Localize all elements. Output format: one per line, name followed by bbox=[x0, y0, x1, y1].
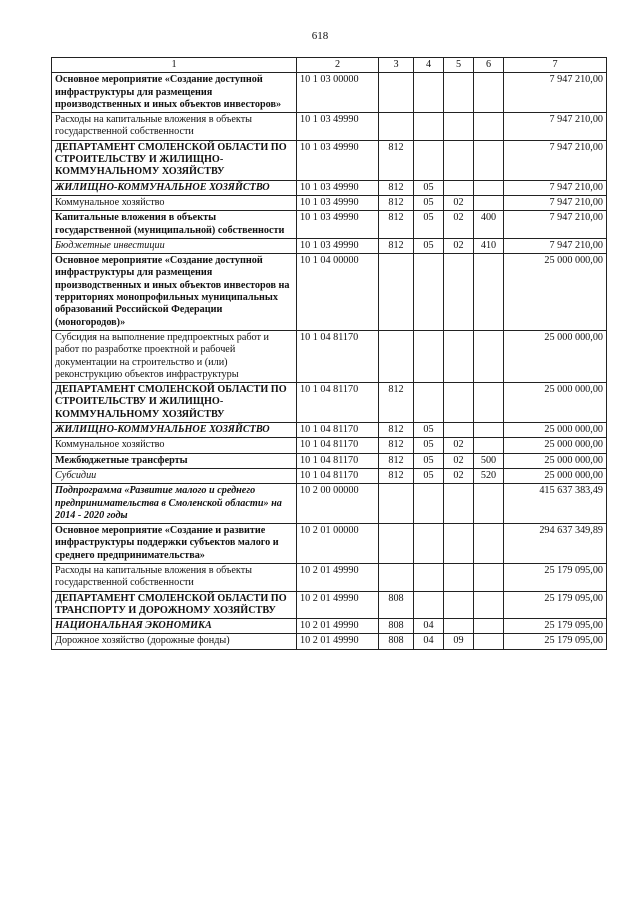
table-row bbox=[52, 468, 607, 483]
row-code: 10 2 01 00000 bbox=[297, 524, 379, 564]
row-col-5: 02 bbox=[444, 195, 474, 210]
row-code: 10 1 03 49990 bbox=[297, 238, 379, 253]
header-col-3: 3 bbox=[379, 58, 414, 73]
row-col-6 bbox=[474, 591, 504, 619]
row-col-4: 04 bbox=[414, 619, 444, 634]
table-row bbox=[52, 453, 607, 468]
row-col-4 bbox=[414, 330, 444, 382]
table-row bbox=[52, 591, 607, 619]
row-name: Расходы на капитальные вложения в объекты государственной собственности bbox=[52, 563, 297, 591]
row-col-3 bbox=[379, 563, 414, 591]
row-name: Бюджетные инвестиции bbox=[52, 238, 297, 253]
row-code: 10 2 01 49990 bbox=[297, 563, 379, 591]
row-col-5: 02 bbox=[444, 438, 474, 453]
row-name: ЖИЛИЩНО-КОММУНАЛЬНОЕ ХОЗЯЙСТВО bbox=[52, 423, 297, 438]
row-code: 10 2 01 49990 bbox=[297, 591, 379, 619]
row-col-3: 812 bbox=[379, 453, 414, 468]
row-col-3: 808 bbox=[379, 634, 414, 649]
row-code: 10 2 00 00000 bbox=[297, 484, 379, 524]
row-col-5 bbox=[444, 524, 474, 564]
row-code: 10 1 03 49990 bbox=[297, 140, 379, 180]
row-col-3: 812 bbox=[379, 180, 414, 195]
row-col-5 bbox=[444, 383, 474, 423]
row-col-3: 812 bbox=[379, 140, 414, 180]
row-col-5: 02 bbox=[444, 238, 474, 253]
row-sum: 294 637 349,89 bbox=[504, 524, 607, 564]
row-name: Основное мероприятие «Создание и развитие инфраструктуры поддержки субъектов малого и среднего предпринимательства» bbox=[52, 524, 297, 564]
row-col-5 bbox=[444, 113, 474, 141]
header-col-4: 4 bbox=[414, 58, 444, 73]
row-col-3: 812 bbox=[379, 195, 414, 210]
row-sum: 7 947 210,00 bbox=[504, 73, 607, 113]
row-name: Основное мероприятие «Создание доступной инфраструктуры для размещения производственных и иных объектов инвесторов» bbox=[52, 73, 297, 113]
row-sum: 7 947 210,00 bbox=[504, 140, 607, 180]
row-sum: 415 637 383,49 bbox=[504, 484, 607, 524]
row-col-6 bbox=[474, 563, 504, 591]
row-sum: 25 179 095,00 bbox=[504, 619, 607, 634]
row-col-5 bbox=[444, 140, 474, 180]
row-col-6 bbox=[474, 254, 504, 331]
row-col-4 bbox=[414, 113, 444, 141]
row-name: Субсидии bbox=[52, 468, 297, 483]
row-col-4 bbox=[414, 254, 444, 331]
table-row bbox=[52, 195, 607, 210]
row-code: 10 1 04 81170 bbox=[297, 438, 379, 453]
row-code: 10 1 04 81170 bbox=[297, 383, 379, 423]
row-col-3: 812 bbox=[379, 238, 414, 253]
row-code: 10 1 04 81170 bbox=[297, 453, 379, 468]
table-row bbox=[52, 254, 607, 331]
budget-table bbox=[51, 57, 607, 650]
row-sum: 7 947 210,00 bbox=[504, 113, 607, 141]
row-sum: 25 000 000,00 bbox=[504, 438, 607, 453]
table-row bbox=[52, 423, 607, 438]
row-col-4: 05 bbox=[414, 195, 444, 210]
row-col-4: 05 bbox=[414, 211, 444, 239]
row-sum: 25 179 095,00 bbox=[504, 591, 607, 619]
row-name: Коммунальное хозяйство bbox=[52, 195, 297, 210]
row-col-3 bbox=[379, 330, 414, 382]
row-col-4 bbox=[414, 563, 444, 591]
row-col-5 bbox=[444, 330, 474, 382]
row-name: НАЦИОНАЛЬНАЯ ЭКОНОМИКА bbox=[52, 619, 297, 634]
row-name: Дорожное хозяйство (дорожные фонды) bbox=[52, 634, 297, 649]
row-col-5 bbox=[444, 423, 474, 438]
row-name: Капитальные вложения в объекты государственной (муниципальной) собственности bbox=[52, 211, 297, 239]
table-row bbox=[52, 484, 607, 524]
row-col-4: 05 bbox=[414, 180, 444, 195]
table-row bbox=[52, 438, 607, 453]
row-sum: 7 947 210,00 bbox=[504, 211, 607, 239]
table-row bbox=[52, 383, 607, 423]
header-col-1: 1 bbox=[52, 58, 297, 73]
row-col-3: 808 bbox=[379, 619, 414, 634]
row-col-6 bbox=[474, 619, 504, 634]
row-col-3 bbox=[379, 113, 414, 141]
row-code: 10 1 04 00000 bbox=[297, 254, 379, 331]
row-col-4 bbox=[414, 591, 444, 619]
row-col-5 bbox=[444, 619, 474, 634]
row-col-6 bbox=[474, 180, 504, 195]
row-col-4: 05 bbox=[414, 423, 444, 438]
row-col-3: 812 bbox=[379, 383, 414, 423]
row-col-6: 520 bbox=[474, 468, 504, 483]
row-col-6 bbox=[474, 423, 504, 438]
row-col-6: 400 bbox=[474, 211, 504, 239]
header-col-6: 6 bbox=[474, 58, 504, 73]
row-col-3: 812 bbox=[379, 468, 414, 483]
row-sum: 25 000 000,00 bbox=[504, 330, 607, 382]
row-col-4: 04 bbox=[414, 634, 444, 649]
row-code: 10 1 03 00000 bbox=[297, 73, 379, 113]
row-col-6: 410 bbox=[474, 238, 504, 253]
row-col-6 bbox=[474, 438, 504, 453]
row-col-6 bbox=[474, 634, 504, 649]
row-sum: 25 000 000,00 bbox=[504, 453, 607, 468]
row-col-6 bbox=[474, 383, 504, 423]
row-col-3: 812 bbox=[379, 423, 414, 438]
row-col-6 bbox=[474, 140, 504, 180]
row-name: Коммунальное хозяйство bbox=[52, 438, 297, 453]
row-col-3: 812 bbox=[379, 438, 414, 453]
row-sum: 25 000 000,00 bbox=[504, 423, 607, 438]
row-code: 10 1 03 49990 bbox=[297, 195, 379, 210]
row-code: 10 1 03 49990 bbox=[297, 211, 379, 239]
row-name: ЖИЛИЩНО-КОММУНАЛЬНОЕ ХОЗЯЙСТВО bbox=[52, 180, 297, 195]
row-sum: 25 000 000,00 bbox=[504, 383, 607, 423]
table-row bbox=[52, 180, 607, 195]
row-name: ДЕПАРТАМЕНТ СМОЛЕНСКОЙ ОБЛАСТИ ПО ТРАНСПОРТУ И ДОРОЖНОМУ ХОЗЯЙСТВУ bbox=[52, 591, 297, 619]
table-row bbox=[52, 238, 607, 253]
table-row bbox=[52, 634, 607, 649]
row-name: ДЕПАРТАМЕНТ СМОЛЕНСКОЙ ОБЛАСТИ ПО СТРОИТЕЛЬСТВУ И ЖИЛИЩНО-КОММУНАЛЬНОМУ ХОЗЯЙСТВУ bbox=[52, 383, 297, 423]
table-row bbox=[52, 113, 607, 141]
row-col-3 bbox=[379, 524, 414, 564]
row-code: 10 1 04 81170 bbox=[297, 330, 379, 382]
row-col-3 bbox=[379, 73, 414, 113]
row-col-5: 09 bbox=[444, 634, 474, 649]
table-row bbox=[52, 73, 607, 113]
row-sum: 7 947 210,00 bbox=[504, 180, 607, 195]
table-row bbox=[52, 524, 607, 564]
table-row bbox=[52, 211, 607, 239]
row-col-4: 05 bbox=[414, 238, 444, 253]
row-col-5: 02 bbox=[444, 453, 474, 468]
row-code: 10 1 03 49990 bbox=[297, 113, 379, 141]
row-sum: 25 000 000,00 bbox=[504, 468, 607, 483]
row-col-6 bbox=[474, 195, 504, 210]
row-col-5 bbox=[444, 73, 474, 113]
row-col-4 bbox=[414, 140, 444, 180]
row-col-6 bbox=[474, 524, 504, 564]
header-col-7: 7 bbox=[504, 58, 607, 73]
table-row bbox=[52, 140, 607, 180]
row-col-5 bbox=[444, 180, 474, 195]
table-row bbox=[52, 330, 607, 382]
row-col-3 bbox=[379, 484, 414, 524]
row-col-6 bbox=[474, 330, 504, 382]
row-name: Субсидия на выполнение предпроектных работ и работ по разработке проектной и рабочей документации на строительство и (или) реконструкцию объектов инфраструктуры bbox=[52, 330, 297, 382]
row-col-3 bbox=[379, 254, 414, 331]
page-number: 618 bbox=[311, 30, 329, 42]
row-name: ДЕПАРТАМЕНТ СМОЛЕНСКОЙ ОБЛАСТИ ПО СТРОИТЕЛЬСТВУ И ЖИЛИЩНО-КОММУНАЛЬНОМУ ХОЗЯЙСТВУ bbox=[52, 140, 297, 180]
row-col-5 bbox=[444, 254, 474, 331]
row-col-4: 05 bbox=[414, 453, 444, 468]
row-name: Расходы на капитальные вложения в объекты государственной собственности bbox=[52, 113, 297, 141]
row-col-4 bbox=[414, 484, 444, 524]
row-col-6 bbox=[474, 73, 504, 113]
row-code: 10 2 01 49990 bbox=[297, 619, 379, 634]
row-code: 10 1 04 81170 bbox=[297, 468, 379, 483]
row-col-5: 02 bbox=[444, 211, 474, 239]
column-number-row bbox=[52, 58, 607, 73]
row-name: Межбюджетные трансферты bbox=[52, 453, 297, 468]
row-sum: 25 000 000,00 bbox=[504, 254, 607, 331]
row-col-5: 02 bbox=[444, 468, 474, 483]
row-col-4: 05 bbox=[414, 468, 444, 483]
row-name: Подпрограмма «Развитие малого и среднего предпринимательства в Смоленской области» на 2014 - 2020 годы bbox=[52, 484, 297, 524]
row-sum: 25 179 095,00 bbox=[504, 563, 607, 591]
row-col-6 bbox=[474, 484, 504, 524]
row-col-5 bbox=[444, 591, 474, 619]
header-col-2: 2 bbox=[297, 58, 379, 73]
row-sum: 7 947 210,00 bbox=[504, 195, 607, 210]
row-sum: 25 179 095,00 bbox=[504, 634, 607, 649]
row-col-4 bbox=[414, 383, 444, 423]
row-name: Основное мероприятие «Создание доступной инфраструктуры для размещения производственных и иных объектов инвесторов на территориях монопрофильных муниципальных образований Российской Федерации (моногородов)» bbox=[52, 254, 297, 331]
table-row bbox=[52, 619, 607, 634]
row-col-6 bbox=[474, 113, 504, 141]
row-col-4 bbox=[414, 73, 444, 113]
header-col-5: 5 bbox=[444, 58, 474, 73]
row-code: 10 1 03 49990 bbox=[297, 180, 379, 195]
row-col-4 bbox=[414, 524, 444, 564]
table-row bbox=[52, 563, 607, 591]
row-col-4: 05 bbox=[414, 438, 444, 453]
row-code: 10 2 01 49990 bbox=[297, 634, 379, 649]
row-col-5 bbox=[444, 563, 474, 591]
row-col-3: 812 bbox=[379, 211, 414, 239]
row-col-3: 808 bbox=[379, 591, 414, 619]
row-code: 10 1 04 81170 bbox=[297, 423, 379, 438]
row-col-5 bbox=[444, 484, 474, 524]
row-col-6: 500 bbox=[474, 453, 504, 468]
row-sum: 7 947 210,00 bbox=[504, 238, 607, 253]
